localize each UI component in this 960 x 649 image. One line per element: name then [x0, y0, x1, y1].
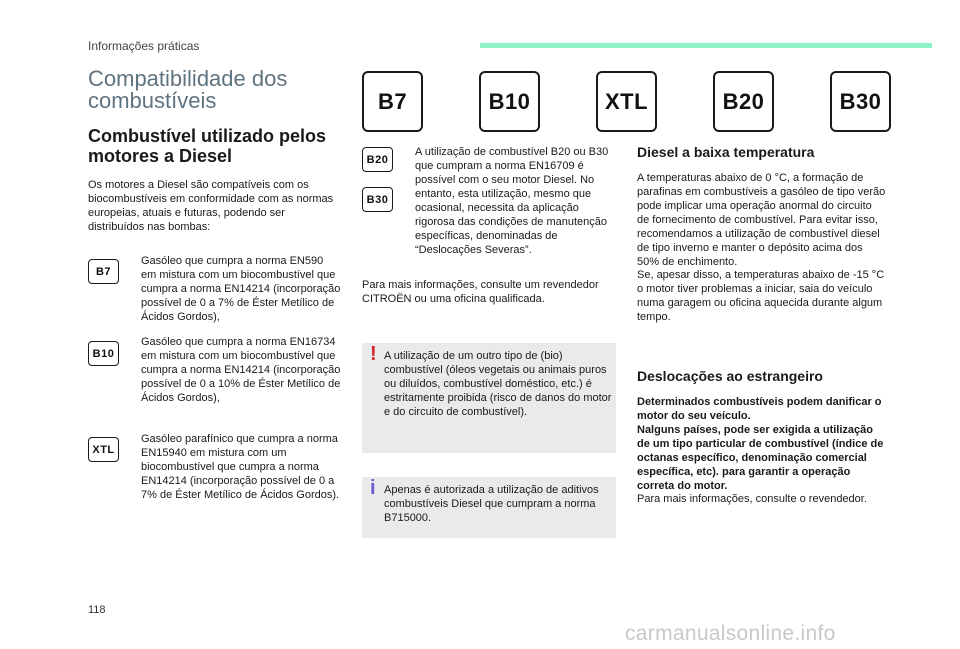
- exclamation-warning-icon: !: [370, 343, 377, 365]
- fuel-badge-b10-large: B10: [479, 71, 540, 132]
- fuel-description-b10: Gasóleo que cumpra a norma EN16734 em mistura com um biocombustível que cumpra a norma EN14214 (incorporação possível de 0 a 10% de Éster Metílico de Ácidos Gordos),: [141, 336, 341, 404]
- low-temperature-text-2: Se, apesar disso, a temperaturas abaixo de -15 °C o motor tiver problemas a iniciar, saia do veículo numa garagem ou oficina aquecida durante algum tempo.: [637, 269, 885, 323]
- low-temperature-text-1: A temperaturas abaixo de 0 °C, a formação de parafinas em combustíveis a gasóleo de tipo verão pode implicar uma operação anormal do circuito de fornecimento de combustível. Para evitar isso, recomendamos a utilização de combustível diesel de tipo inverno e manter o depósito acima dos 50% de enchimento.: [637, 172, 886, 268]
- info-icon: i: [370, 477, 376, 499]
- diesel-fuel-heading: Combustível utilizado pelos motores a Diesel: [88, 126, 327, 166]
- abroad-dealer-text: Para mais informações, consulte o revendedor.: [637, 493, 867, 505]
- dealer-info-text: Para mais informações, consulte um revendedor CITROËN ou uma oficina qualificada.: [362, 279, 599, 305]
- fuel-badge-b20-large: B20: [713, 71, 774, 132]
- info-notice: [362, 477, 616, 538]
- fuel-description-b7: Gasóleo que cumpra a norma EN590 em mistura com um biocombustível que cumpra a norma EN14214 (incorporação possível de 0 a 7% de Éster Metílico de Ácidos Gordos),: [141, 255, 341, 323]
- fuel-badge-b20: B20: [362, 147, 393, 172]
- fuel-badge-b30-large: B30: [830, 71, 891, 132]
- abroad-warning-text-2: Nalguns países, pode ser exigida a utilização de um tipo particular de combustível (índice de octanas específico, denominação comercial específica, etc). para garantir a operação correta do motor.: [637, 424, 884, 492]
- warning-notice-text: A utilização de um outro tipo de (bio) combustível (óleos vegetais ou animais puros ou diluídos, combustível doméstico, etc.) é estritamente proibida (risco de danos do motor e do circuito de combustível).: [384, 350, 612, 418]
- fuel-badge-b10: B10: [88, 341, 119, 366]
- b20-b30-usage-text: A utilização de combustível B20 ou B30 que cumpram a norma EN16709 é possível com o seu motor Diesel. No entanto, esta utilização, mesmo que ocasional, necessita da aplicação rigorosa das condições de manutenção específicas, denominadas de “Deslocações Severas”.: [415, 146, 609, 256]
- header-accent-bar: [480, 43, 932, 48]
- fuel-description-xtl: Gasóleo parafínico que cumpra a norma EN15940 em mistura com um biocombustível que cumpra a norma EN14214 (incorporação possível de 0 a 7% de Éster Metílico de Ácidos Gordos).: [141, 433, 340, 501]
- abroad-warning-text-1: Determinados combustíveis podem danificar o motor do seu veículo.: [637, 396, 882, 422]
- page-title: Compatibilidade dos combustíveis: [88, 66, 288, 113]
- abroad-heading: Deslocações ao estrangeiro: [637, 368, 823, 384]
- diesel-intro-text: Os motores a Diesel são compatíveis com os biocombustíveis em conformidade com as normas europeias, atuais e futuras, podendo ser distribuídos nas bombas:: [88, 179, 334, 233]
- fuel-badge-xtl-large: XTL: [596, 71, 657, 132]
- warning-notice: [362, 343, 616, 453]
- fuel-badge-xtl: XTL: [88, 437, 119, 462]
- fuel-badge-b7: B7: [88, 259, 119, 284]
- fuel-badge-b7-large: B7: [362, 71, 423, 132]
- page-number: 118: [88, 604, 106, 616]
- fuel-badge-b30: B30: [362, 187, 393, 212]
- low-temperature-heading: Diesel a baixa temperatura: [637, 144, 815, 160]
- section-label: Informações práticas: [88, 39, 200, 53]
- watermark: carmanualsonline.info: [625, 622, 836, 645]
- info-notice-text: Apenas é autorizada a utilização de aditivos combustíveis Diesel que cumpram a norma B715000.: [384, 484, 599, 524]
